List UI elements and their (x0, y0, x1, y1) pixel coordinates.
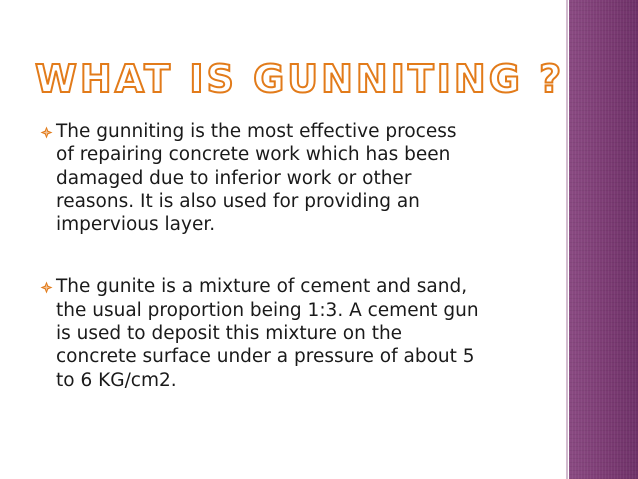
bullet-text: The gunite is a mixture of cement and sand, the usual proportion being 1:3. A cement gun is used to deposit this mixture on the concrete surface under a pressure of about 5 to 6 KG/cm2. (56, 276, 479, 391)
decorative-side-bar (569, 0, 638, 479)
bullet-item (33, 275, 553, 391)
side-bar-edge (566, 0, 568, 479)
bullet-item (33, 120, 553, 236)
four-diamond-bullet-icon (40, 126, 53, 139)
bullet-text: The gunniting is the most effective process of repairing concrete work which has been damaged due to inferior work or other reasons. It is also used for providing an impervious layer. (56, 121, 457, 236)
four-diamond-bullet-icon (40, 281, 53, 294)
slide-title: WHAT IS GUNNITING ? (35, 57, 565, 101)
bullet-list (33, 120, 553, 392)
